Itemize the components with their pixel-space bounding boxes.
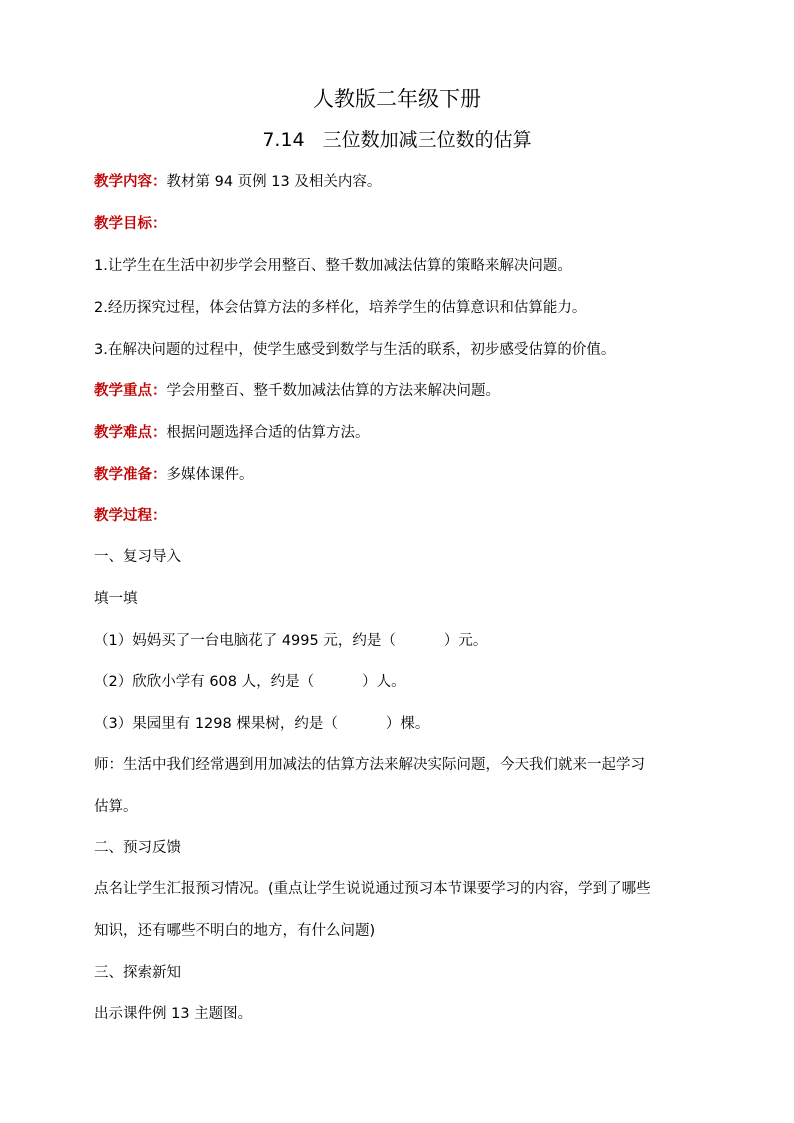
key-points-text: 学会用整百、整千数加减法估算的方法来解决问题。 bbox=[166, 383, 500, 399]
question-3 bbox=[94, 712, 724, 736]
objective-item: 1.让学生在生活中初步学会用整百、整千数加减法估算的策略来解决问题。 bbox=[94, 258, 572, 274]
preparation bbox=[94, 463, 724, 487]
teaching-content bbox=[94, 170, 724, 194]
difficulties bbox=[94, 421, 724, 445]
fill-in-title: 填一填 bbox=[94, 591, 138, 607]
section-review-intro: 一、复习导入 bbox=[94, 549, 181, 565]
feedback-line-2: 知识，还有哪些不明白的地方，有什么问题) bbox=[94, 923, 376, 939]
question-1-end: ）元。 bbox=[443, 633, 488, 649]
lesson-title bbox=[0, 125, 794, 155]
teaching-objectives-heading bbox=[94, 212, 724, 236]
example-line: 出示课件例 13 主题图。 bbox=[94, 1006, 253, 1022]
section-preview-feedback: 二、预习反馈 bbox=[94, 840, 181, 856]
objective-item: 3.在解决问题的过程中，使学生感受到数学与生活的联系，初步感受估算的价值。 bbox=[94, 342, 616, 358]
teacher-remark-line-1: 师：生活中我们经常遇到用加减法的估算方法来解决实际问题，今天我们就来一起学习 bbox=[94, 757, 645, 773]
question-1 bbox=[94, 629, 724, 653]
question-2-text: （2）欣欣小学有 608 人，约是（ bbox=[94, 674, 315, 690]
lesson-name: 三位数加减三位数的估算 bbox=[322, 129, 532, 151]
preparation-label: 教学准备： bbox=[94, 467, 167, 483]
question-2-end: ）人。 bbox=[362, 674, 406, 690]
objective-item: 2.经历探究过程，体会估算方法的多样化，培养学生的估算意识和估算能力。 bbox=[94, 300, 587, 316]
teaching-process-heading bbox=[94, 504, 724, 528]
difficulties-text: 根据问题选择合适的估算方法。 bbox=[166, 425, 370, 441]
difficulties-label: 教学难点： bbox=[94, 425, 167, 441]
question-2 bbox=[94, 670, 724, 694]
teaching-process-label: 教学过程： bbox=[94, 508, 167, 524]
teacher-remark-line-2: 估算。 bbox=[94, 799, 138, 815]
section-explore-new: 三、探索新知 bbox=[94, 965, 181, 981]
question-1-text: （1）妈妈买了一台电脑花了 4995 元，约是（ bbox=[94, 633, 396, 649]
preparation-text: 多媒体课件。 bbox=[166, 467, 254, 483]
feedback-line-1: 点名让学生汇报预习情况。(重点让学生说说通过预习本节课要学习的内容，学到了哪些 bbox=[94, 881, 651, 897]
key-points-label: 教学重点： bbox=[94, 383, 167, 399]
teaching-content-label: 教学内容： bbox=[94, 174, 167, 190]
question-3-end: ）棵。 bbox=[385, 716, 430, 732]
question-3-text: （3）果园里有 1298 棵果树，约是（ bbox=[94, 716, 338, 732]
lesson-number: 7.14 bbox=[262, 129, 305, 151]
key-points bbox=[94, 379, 724, 403]
teaching-objectives-label: 教学目标： bbox=[94, 216, 167, 232]
teaching-content-text: 教材第 94 页例 13 及相关内容。 bbox=[166, 174, 382, 190]
document-title: 人教版二年级下册 bbox=[313, 87, 481, 111]
